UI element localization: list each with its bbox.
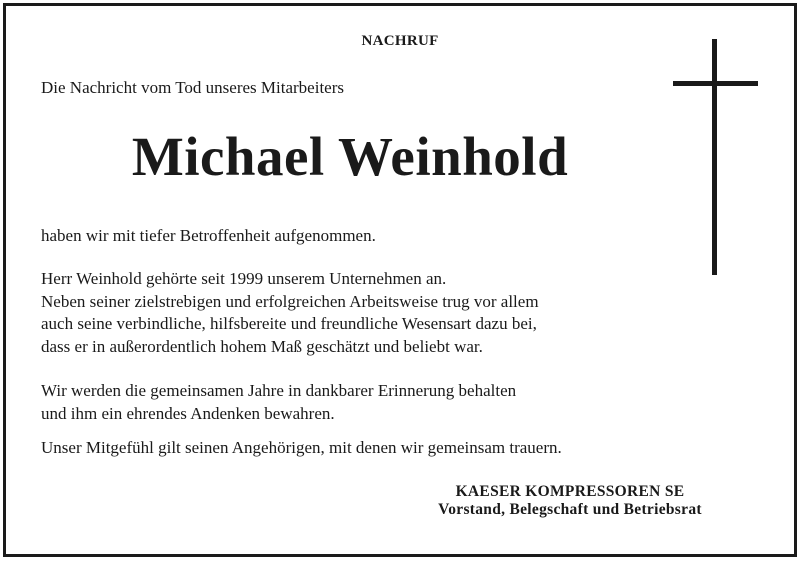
paragraph-4 (41, 437, 562, 460)
text-line: haben wir mit tiefer Betroffenheit aufgenommen. (41, 226, 376, 245)
signature-group: Vorstand, Belegschaft und Betriebsrat (438, 501, 702, 518)
deceased-name: Michael Weinhold (131, 126, 569, 187)
signature-company: KAESER KOMPRESSOREN SE (455, 483, 685, 500)
text-line: Unser Mitgefühl gilt seinen Angehörigen, mit denen wir gemeinsam trauern. (41, 438, 562, 457)
notice-heading: NACHRUF (361, 33, 439, 49)
cross-horizontal-bar (673, 81, 758, 86)
text-line: auch seine verbindliche, hilfsbereite und freundliche Wesensart dazu bei, (41, 314, 537, 333)
text-line: Neben seiner zielstrebigen und erfolgreichen Arbeitsweise trug vor allem (41, 291, 539, 311)
text-line: und ihm ein ehrendes Andenken bewahren. (41, 403, 335, 423)
cross-vertical-bar (712, 39, 717, 275)
intro-line: Die Nachricht vom Tod unseres Mitarbeiters (41, 78, 344, 97)
text-line: Herr Weinhold gehörte seit 1999 unserem Unternehmen an. (41, 269, 447, 288)
text-line: dass er in außerordentlich hohem Maß geschätzt und beliebt war. (41, 336, 483, 356)
text-line: Wir werden die gemeinsamen Jahre in dankbarer Erinnerung behalten (41, 381, 517, 400)
paragraph-3 (41, 380, 516, 425)
paragraph-2 (41, 268, 539, 358)
paragraph-1 (41, 225, 376, 248)
